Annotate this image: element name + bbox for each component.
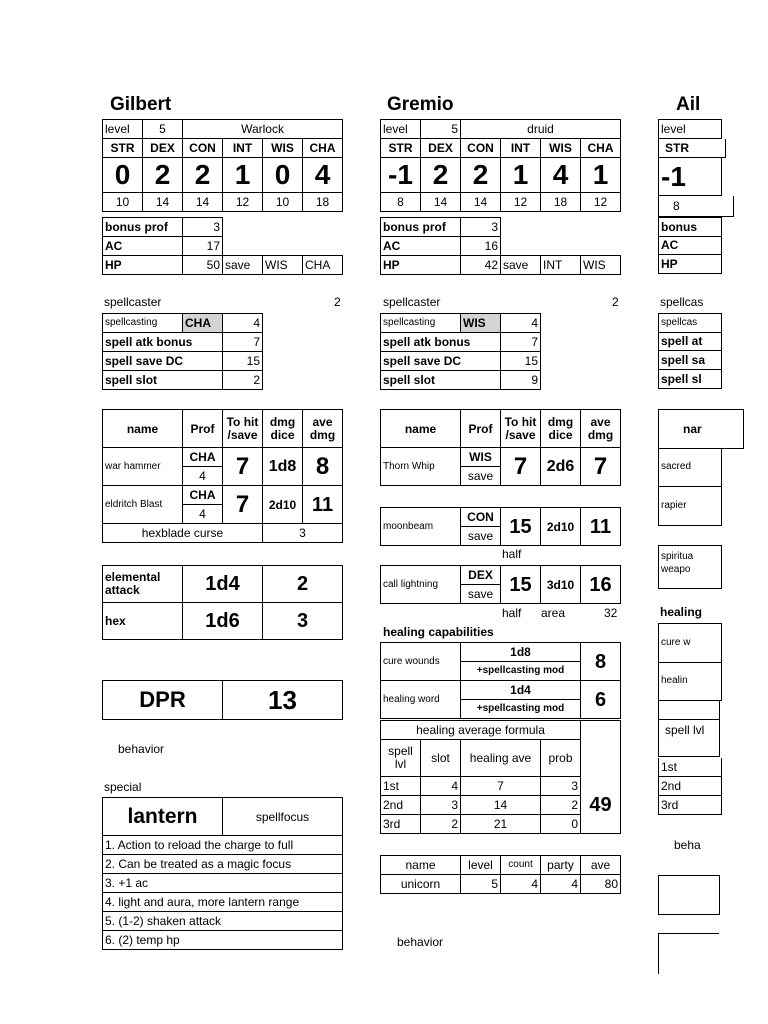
heal-row-lvl: 2nd — [381, 796, 421, 815]
attack-dice: 2d6 — [541, 448, 581, 486]
save-label: save — [223, 256, 263, 275]
attack-dice: 2d10 — [263, 486, 303, 524]
attack-prof: CHA — [183, 448, 223, 467]
attack-prof-value: 4 — [183, 505, 223, 524]
ability-mod: 1 — [501, 158, 541, 193]
spellcasting-value: 4 — [223, 314, 263, 333]
gilbert-stats-table — [102, 119, 343, 212]
ability-score: 14 — [183, 193, 223, 212]
atk-header-ave: ave dmg — [581, 410, 621, 448]
heal-row-ave: 21 — [461, 815, 541, 834]
summon-header-ave: ave — [581, 856, 621, 875]
feature-item: 3. +1 ac — [103, 874, 343, 893]
attack-prof-value: save — [461, 467, 501, 486]
attack-prof: CHA — [183, 486, 223, 505]
heal-row-ave: 14 — [461, 796, 541, 815]
heal-ave: 8 — [581, 643, 621, 681]
heal-name: healin — [658, 662, 722, 701]
bonus-label: bonus — [381, 218, 421, 237]
gilbert-attack-table — [102, 409, 343, 543]
hp-label: HP — [381, 256, 461, 275]
save-stat: WIS — [263, 256, 303, 275]
heal-header-lvl: spell lvl — [658, 720, 720, 757]
prof-label: prof — [143, 218, 183, 237]
gremio-spell-table — [380, 313, 541, 390]
summon-party: 4 — [541, 875, 581, 894]
dpr-value: 13 — [223, 681, 343, 720]
ability-mod: -1 — [658, 158, 722, 196]
ability-mod: 0 — [103, 158, 143, 193]
attack-prof-value: 4 — [183, 467, 223, 486]
bonus-label: bonus — [658, 217, 722, 237]
spiritual-text: spiritua — [661, 551, 694, 562]
ability-label: STR — [658, 139, 726, 158]
lightning-note: 32 — [604, 606, 618, 620]
ability-score: 14 — [421, 193, 461, 212]
heal-header-ave: healing ave — [461, 740, 541, 777]
gremio-healing-table — [380, 642, 621, 719]
ability-mod: 2 — [461, 158, 501, 193]
gremio-prof-table — [380, 217, 621, 275]
level-label: level — [658, 119, 722, 139]
formula-label: healing average formula — [381, 721, 581, 740]
attack-prof-value: save — [461, 585, 501, 604]
ability-mod: 1 — [581, 158, 621, 193]
ac-value: 16 — [461, 237, 501, 256]
gremio-stats-table — [380, 119, 621, 212]
level-label: level — [103, 120, 143, 139]
attack-prof: WIS — [461, 448, 501, 467]
ability-score: 18 — [303, 193, 343, 212]
hp-label: HP — [103, 256, 183, 275]
attack-ave: 11 — [581, 508, 621, 546]
level-value: 5 — [421, 120, 461, 139]
hp-value: 50 — [183, 256, 223, 275]
attack-name — [658, 545, 722, 589]
ability-label: DEX — [421, 139, 461, 158]
atk-header-name: name — [381, 410, 461, 448]
feature-item: 2. Can be treated as a magic focus — [103, 855, 343, 874]
feature-item: 1. Action to reload the charge to full — [103, 836, 343, 855]
ability-label: INT — [501, 139, 541, 158]
ability-label: WIS — [263, 139, 303, 158]
special-label: special — [104, 780, 142, 794]
attack-name: call lightning — [381, 566, 461, 604]
heal-mod: +spellcasting mod — [461, 662, 581, 681]
ability-score: 18 — [541, 193, 581, 212]
heal-total: 49 — [581, 777, 621, 834]
ability-mod: 2 — [421, 158, 461, 193]
atk-header-tohit: To hit /save — [501, 410, 541, 448]
spell-dc-label: spell save DC — [381, 352, 501, 371]
ability-score: 12 — [581, 193, 621, 212]
ability-label: STR — [381, 139, 421, 158]
ability-score: 8 — [381, 193, 421, 212]
character-name-third: Ail — [676, 94, 701, 115]
ability-mod: 2 — [143, 158, 183, 193]
spell-atk-label: spell atk bonus — [381, 333, 501, 352]
save-stat: INT — [541, 256, 581, 275]
healing-label: healing — [660, 605, 703, 619]
level-value: 5 — [143, 120, 183, 139]
extra-name: hex — [103, 603, 183, 640]
gremio-attack-table — [380, 409, 621, 486]
hp-label: HP — [658, 255, 722, 274]
prof-label: prof — [421, 218, 461, 237]
attack-name: Thorn Whip — [381, 448, 461, 486]
heal-row-lvl: 1st — [381, 777, 421, 796]
class-name: druid — [461, 120, 621, 139]
ability-mod: 0 — [263, 158, 303, 193]
attack-name: eldritch Blast — [103, 486, 183, 524]
spellcasting-stat: CHA — [183, 314, 223, 333]
heal-row-prob: 0 — [541, 815, 581, 834]
spell-slot-value: 9 — [501, 371, 541, 390]
attack-name: moonbeam — [381, 508, 461, 546]
hp-value: 42 — [461, 256, 501, 275]
ability-score: 12 — [223, 193, 263, 212]
attack-dice: 3d10 — [541, 566, 581, 604]
attack-prof: CON — [461, 508, 501, 527]
summon-level: 5 — [461, 875, 501, 894]
ability-score: 10 — [103, 193, 143, 212]
attack-prof: DEX — [461, 566, 501, 585]
gremio-summon-table — [380, 855, 621, 894]
heal-header-prob: prob — [541, 740, 581, 777]
spell-atk-label: spell atk bonus — [103, 333, 223, 352]
heal-header-slot: slot — [421, 740, 461, 777]
spellcaster-value: 2 — [612, 295, 619, 309]
attack-tohit: 15 — [501, 566, 541, 604]
spellcasting-label: spellcasting — [103, 314, 183, 333]
spell-dc-label: spell save DC — [103, 352, 223, 371]
ability-label: CON — [183, 139, 223, 158]
gilbert-dpr-table — [102, 680, 343, 720]
lantern-title: lantern — [103, 798, 223, 836]
spell-dc-label: spell sa — [658, 351, 722, 370]
healing-label: healing capabilities — [383, 625, 494, 639]
lightning-note: area — [541, 606, 566, 620]
extra-dice: 1d4 — [183, 566, 263, 603]
save-stat: CHA — [303, 256, 343, 275]
attack-ave: 8 — [303, 448, 343, 486]
attack-ave: 7 — [581, 448, 621, 486]
spell-slot-value: 2 — [223, 371, 263, 390]
behavior-label: behavior — [118, 742, 165, 756]
attack-name: sacred — [658, 448, 722, 487]
ability-label: CHA — [303, 139, 343, 158]
heal-row-lvl: 3rd — [658, 796, 722, 815]
class-name: Warlock — [183, 120, 343, 139]
spellcaster-label: spellcaster — [383, 295, 441, 309]
ability-label: STR — [103, 139, 143, 158]
spell-atk-value: 7 — [223, 333, 263, 352]
gilbert-spell-table — [102, 313, 263, 390]
spellcasting-stat: WIS — [461, 314, 501, 333]
atk-header-prof: Prof — [461, 410, 501, 448]
attack-ave: 11 — [303, 486, 343, 524]
feature-item: 5. (1-2) shaken attack — [103, 912, 343, 931]
hexblade-label: hexblade curse — [103, 524, 263, 543]
character-name-gilbert: Gilbert — [110, 94, 172, 115]
summon-header-name: name — [381, 856, 461, 875]
spellcaster-value: 2 — [334, 295, 341, 309]
attack-dice: 1d8 — [263, 448, 303, 486]
heal-row-slot: 2 — [421, 815, 461, 834]
gremio-lightning-table — [380, 565, 621, 604]
spell-atk-label: spell at — [658, 332, 722, 351]
heal-row-lvl: 2nd — [658, 777, 722, 796]
ability-mod: 1 — [223, 158, 263, 193]
heal-mod: +spellcasting mod — [461, 700, 581, 719]
gilbert-prof-table — [102, 217, 343, 275]
summon-count: 4 — [501, 875, 541, 894]
gremio-formula-table — [380, 720, 621, 834]
summon-header-party: party — [541, 856, 581, 875]
spellcaster-label: spellcas — [660, 295, 704, 309]
ability-mod: 4 — [541, 158, 581, 193]
attack-tohit: 7 — [501, 448, 541, 486]
attack-name: war hammer — [103, 448, 183, 486]
atk-header-name: nar — [658, 409, 744, 449]
ability-mod: 2 — [183, 158, 223, 193]
summon-header-level: level — [461, 856, 501, 875]
summon-name: unicorn — [381, 875, 461, 894]
attack-name: rapier — [658, 487, 722, 526]
spell-dc-value: 15 — [223, 352, 263, 371]
ability-score: 14 — [461, 193, 501, 212]
prof-value: 3 — [183, 218, 223, 237]
spellcasting-value: 4 — [501, 314, 541, 333]
level-label: level — [381, 120, 421, 139]
behavior-label: beha — [674, 838, 701, 852]
atk-header-dice: dmg dice — [541, 410, 581, 448]
atk-header-tohit: To hit /save — [223, 410, 263, 448]
feature-item: 6. (2) temp hp — [103, 931, 343, 950]
third-column-clip — [658, 90, 706, 970]
spell-slot-label: spell slot — [381, 371, 501, 390]
summon-header-count: count — [501, 856, 541, 875]
spell-slot-label: spell sl — [658, 370, 722, 389]
ability-mod: -1 — [381, 158, 421, 193]
feature-item: 4. light and aura, more lantern range — [103, 893, 343, 912]
gremio-moonbeam-table — [380, 507, 621, 546]
gilbert-lantern-table — [102, 797, 343, 950]
spell-atk-value: 7 — [501, 333, 541, 352]
spellcasting-label: spellcas — [658, 313, 722, 333]
attack-prof-value: save — [461, 527, 501, 546]
atk-header-prof: Prof — [183, 410, 223, 448]
extra-ave: 2 — [263, 566, 343, 603]
heal-row-lvl: 1st — [658, 758, 722, 777]
ability-score: 12 — [501, 193, 541, 212]
summon-ave: 80 — [581, 875, 621, 894]
weapon-text: weapo — [661, 564, 691, 575]
ac-label: AC — [103, 237, 183, 256]
spell-slot-label: spell slot — [103, 371, 223, 390]
heal-name: healing word — [381, 681, 461, 719]
ability-mod: 4 — [303, 158, 343, 193]
ac-label: AC — [381, 237, 461, 256]
attack-tohit: 7 — [223, 448, 263, 486]
attack-tohit: 7 — [223, 486, 263, 524]
spell-dc-value: 15 — [501, 352, 541, 371]
ability-label: DEX — [143, 139, 183, 158]
ability-score: 14 — [143, 193, 183, 212]
heal-row-slot: 3 — [421, 796, 461, 815]
heal-ave: 6 — [581, 681, 621, 719]
atk-header-name: name — [103, 410, 183, 448]
heal-row-prob: 2 — [541, 796, 581, 815]
attack-ave: 16 — [581, 566, 621, 604]
ac-label: AC — [658, 236, 722, 255]
ability-label: CON — [461, 139, 501, 158]
heal-name: cure w — [658, 623, 722, 663]
ability-label: INT — [223, 139, 263, 158]
heal-row-lvl: 3rd — [381, 815, 421, 834]
extra-ave: 3 — [263, 603, 343, 640]
heal-dice: 1d8 — [461, 643, 581, 662]
heal-header-lvl: spell lvl — [381, 740, 421, 777]
ability-label: WIS — [541, 139, 581, 158]
bonus-label: bonus — [103, 218, 143, 237]
hexblade-value: 3 — [263, 524, 343, 543]
extra-name: elemental attack — [103, 566, 183, 603]
spellcasting-label: spellcasting — [381, 314, 461, 333]
atk-header-dice: dmg dice — [263, 410, 303, 448]
ac-value: 17 — [183, 237, 223, 256]
attack-dice: 2d10 — [541, 508, 581, 546]
character-name-gremio: Gremio — [387, 94, 454, 115]
ability-score: 10 — [263, 193, 303, 212]
save-label: save — [501, 256, 541, 275]
ability-label: CHA — [581, 139, 621, 158]
moonbeam-note: half — [502, 547, 522, 561]
lightning-note: half — [502, 606, 522, 620]
heal-row-slot: 4 — [421, 777, 461, 796]
lantern-focus: spellfocus — [223, 798, 343, 836]
ability-score: 8 — [658, 196, 734, 217]
behavior-label: behavior — [397, 935, 444, 949]
dpr-label: DPR — [103, 681, 223, 720]
attack-tohit: 15 — [501, 508, 541, 546]
spellcaster-label: spellcaster — [104, 295, 162, 309]
heal-row-prob: 3 — [541, 777, 581, 796]
gilbert-extras-table — [102, 565, 343, 640]
save-stat: WIS — [581, 256, 621, 275]
heal-dice: 1d4 — [461, 681, 581, 700]
heal-row-ave: 7 — [461, 777, 541, 796]
extra-dice: 1d6 — [183, 603, 263, 640]
atk-header-ave: ave dmg — [303, 410, 343, 448]
heal-name: cure wounds — [381, 643, 461, 681]
prof-value: 3 — [461, 218, 501, 237]
